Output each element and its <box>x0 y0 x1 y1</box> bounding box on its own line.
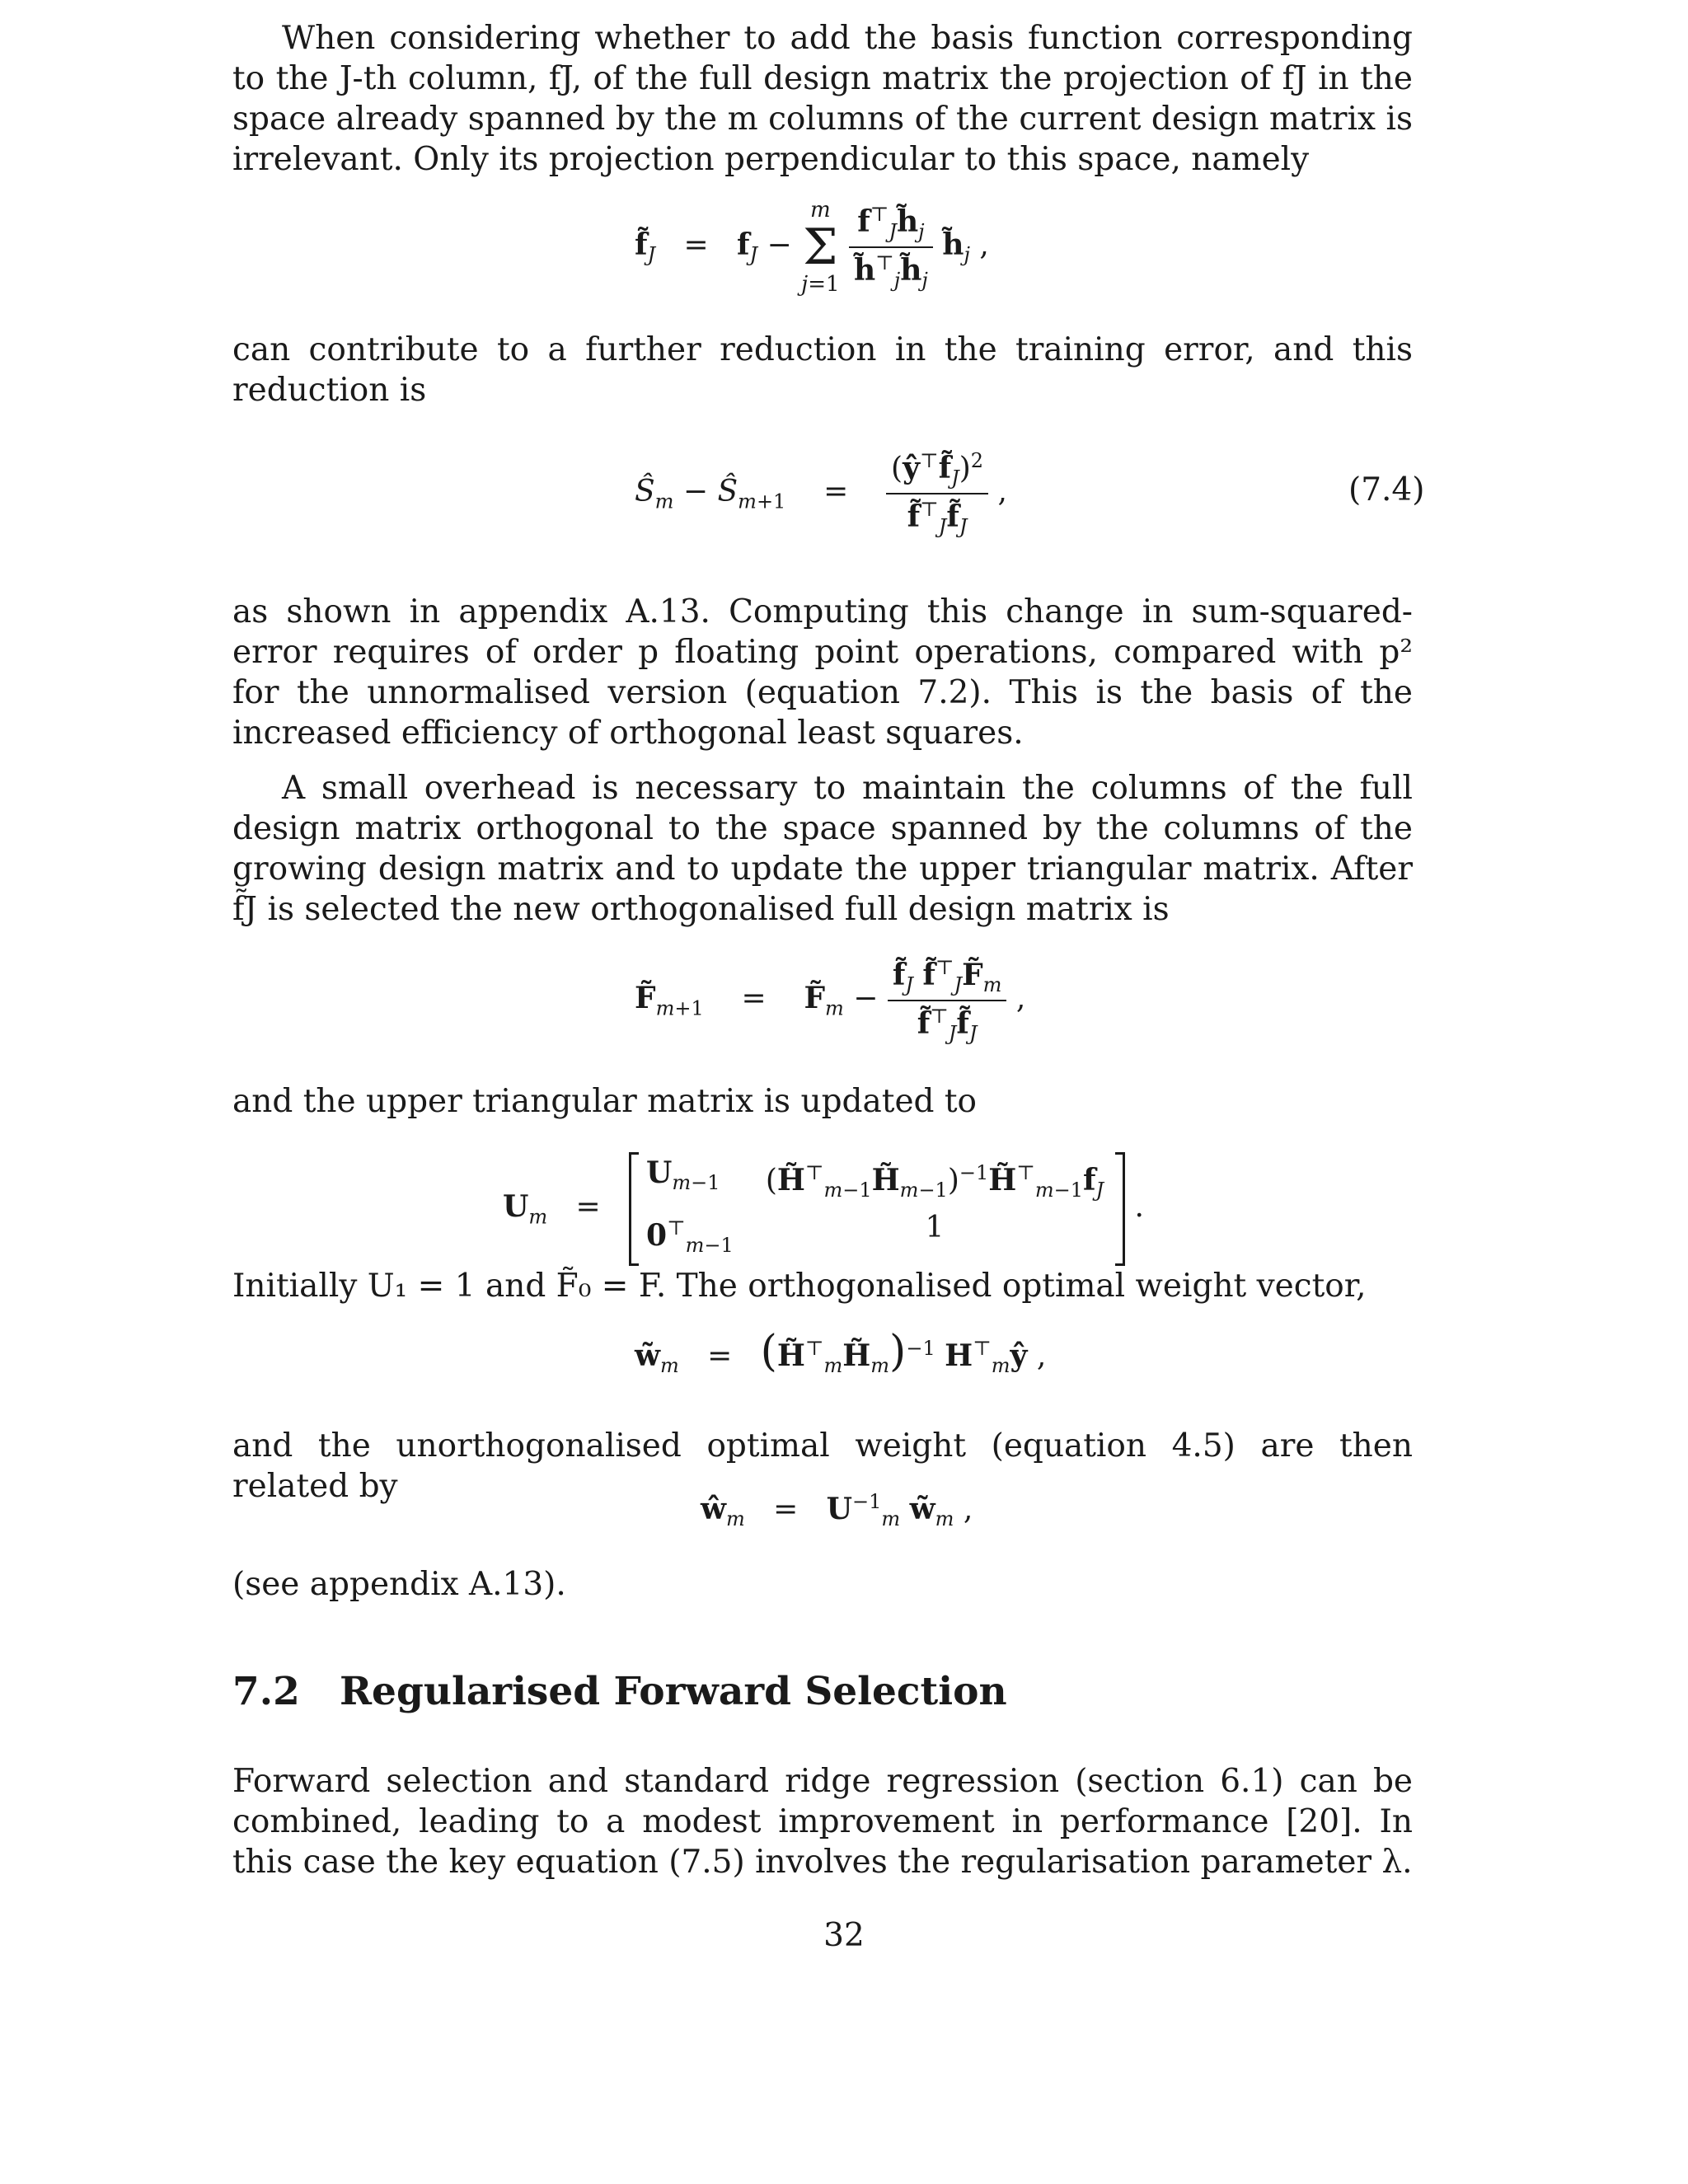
paragraph-5-text: and the upper triangular matrix is updated to <box>232 1083 978 1120</box>
upper-triangular-matrix: $U_{m-1}$ $(H̃^⊤_{m-1}H̃_{m-1})^{-1}H̃^⊤_{m-1}f_J$ $0^⊤_{m-1}$ 1 <box>629 1152 1125 1266</box>
paragraph-6-text: Initially U₁ = 1 and F̃₀ = F. The orthogonalised optimal weight vector, <box>232 1268 1367 1305</box>
paragraph-3 <box>232 592 1413 753</box>
equation-number: (7.4) <box>1348 471 1425 509</box>
equation-f-update: $F̃_{m+1}$ = $F̃_m$ − $\frac{f̃_J f̃^⊤_JF̃_m}{f̃^⊤_Jf̃_J}$ , <box>635 956 1026 1046</box>
paragraph-2 <box>232 330 1413 410</box>
paragraph-1 <box>232 18 1413 180</box>
section-title: Regularised Forward Selection <box>340 1669 1007 1714</box>
section-number: 7.2 <box>232 1669 300 1714</box>
paragraph-6 <box>232 1266 1413 1306</box>
paragraph-4 <box>232 768 1413 930</box>
paragraph-1-text: When considering whether to add the basis function corresponding to the J-th column, fJ, of the full design matrix the projection of fJ in the space already spanned by the m columns of the current design matrix is irrelevant. Only its projection perpendicular to this space, namely <box>232 20 1413 178</box>
paragraph-8-text: (see appendix A.13). <box>232 1566 566 1603</box>
page-number: 32 <box>823 1917 865 1954</box>
paragraph-3-text: as shown in appendix A.13. Computing this change in sum-squared-error requires of order p floating point operations, compared with p² for the unnormalised version (equation 7.2). This is the basis of the increased efficiency of orthogonal least squares. <box>232 593 1413 752</box>
paragraph-9 <box>232 1761 1413 1882</box>
equation-u-update: $U_m$ = $U_{m-1}$ $(H̃^⊤_{m-1}H̃_{m-1})^{-1}H̃^⊤_{m-1}f_J$ $0^⊤_{m-1}$ 1 . <box>503 1152 1144 1266</box>
paragraph-7-text: and the unorthogonalised optimal weight (equation 4.5) are then related by <box>232 1427 1413 1505</box>
equation-w-hat: $ŵ_m = U^{-1}_m$ $w̃_m$ , <box>701 1490 973 1531</box>
equation-w-tilde: $w̃_m$ = $(H̃^⊤_mH̃_m)^{-1}$ $H^⊤_mŷ$ , <box>635 1327 1047 1378</box>
paragraph-4-text: A small overhead is necessary to maintain the columns of the full design matrix orthogonal to the space spanned by the columns of the growing design matrix and to update the upper triangular matrix. After f̃J is selected the new orthogonalised full design matrix is <box>232 770 1413 928</box>
section-heading <box>232 1669 1007 1714</box>
paragraph-2-text: can contribute to a further reduction in the training error, and this reduction is <box>232 331 1413 409</box>
paragraph-5 <box>232 1081 1413 1122</box>
paragraph-8 <box>232 1564 1413 1605</box>
paragraph-9-text: Forward selection and standard ridge regression (section 6.1) can be combined, leading to a modest improvement in performance [20]. In this case the key equation (7.5) involves the regularisation parameter λ. <box>232 1763 1413 1881</box>
equation-projection: $f̃_J = f_J$ − m Σ j=1 $\frac{f^⊤_Jh̃_j}{h̃^⊤_jh̃_j}$ $h̃_j$ , <box>635 198 989 297</box>
equation-7-4: $Ŝ_m$ − $Ŝ_{m+1}$ = $\frac{(ŷ^⊤f̃_J)^2}{f̃^⊤_Jf̃_J}$ , <box>635 449 1007 539</box>
